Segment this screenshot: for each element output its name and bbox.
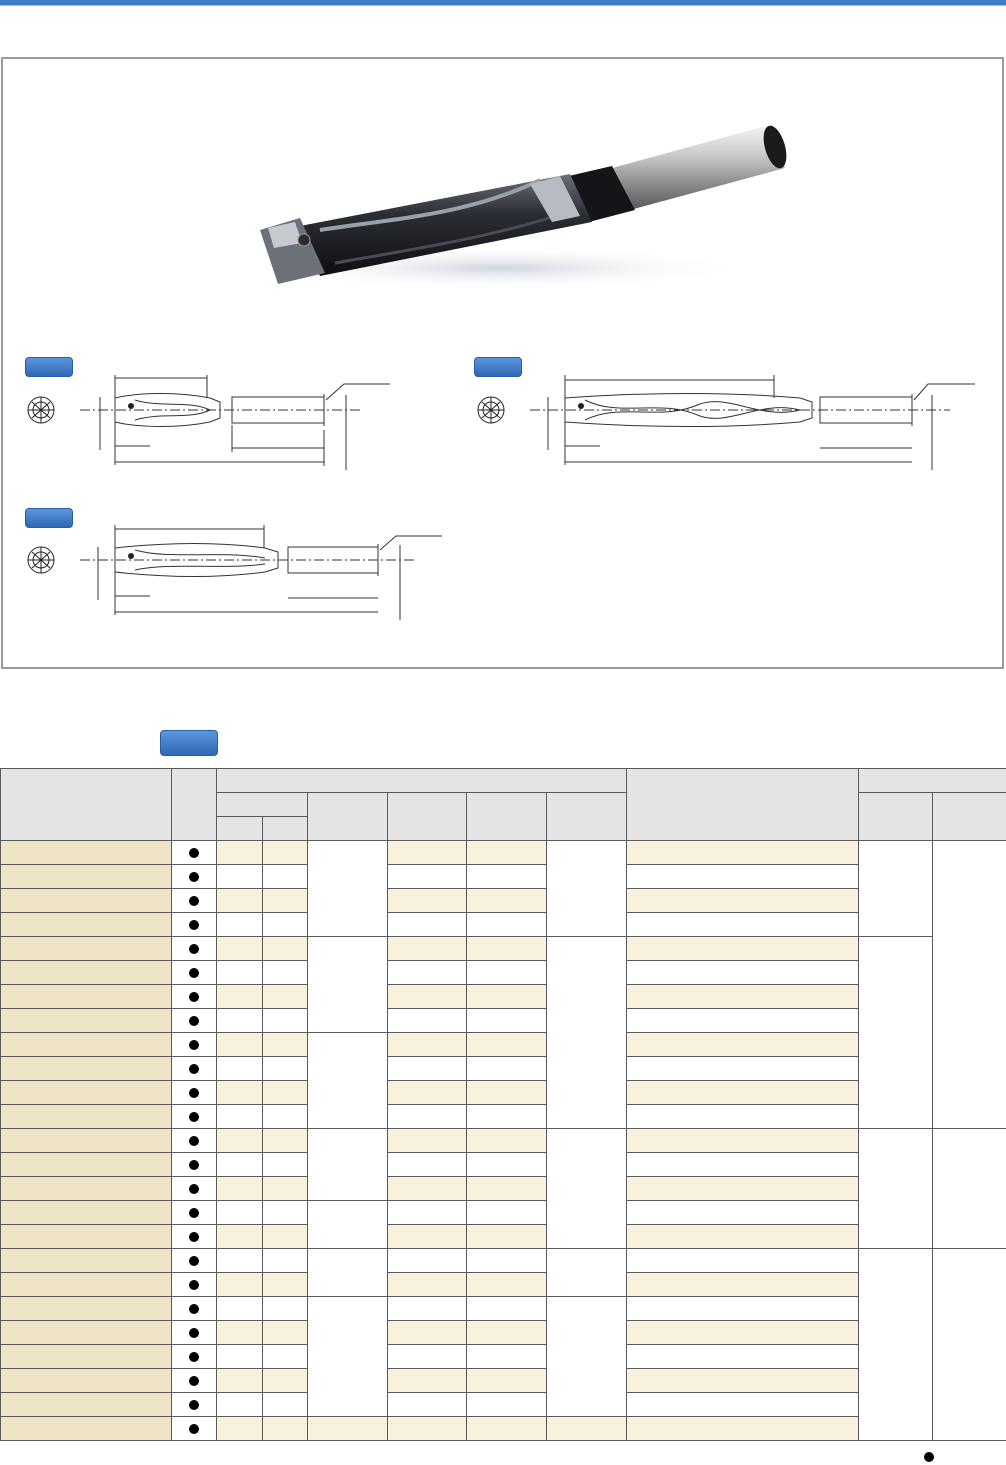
data-cell	[263, 1297, 308, 1321]
merged-cell	[933, 841, 1006, 1129]
data-cell	[467, 1273, 547, 1297]
insert-cell	[627, 1249, 859, 1273]
insert-cell	[627, 1369, 859, 1393]
stock-cell	[172, 1153, 217, 1177]
header-cell	[217, 817, 263, 841]
merged-cell	[933, 1249, 1006, 1441]
header-cell	[933, 793, 1006, 841]
header-cell	[308, 793, 388, 841]
table-row	[1, 1009, 1006, 1033]
data-cell	[467, 841, 547, 865]
table-badge	[160, 730, 218, 756]
merged-cell	[547, 1249, 627, 1297]
filled-circle-icon	[189, 920, 199, 930]
model-cell	[1, 1249, 172, 1273]
insert-cell	[627, 865, 859, 889]
data-cell	[467, 1153, 547, 1177]
stock-cell	[172, 961, 217, 985]
insert-cell	[627, 1057, 859, 1081]
data-cell	[467, 1201, 547, 1225]
data-cell	[217, 889, 263, 913]
table-row	[1, 1417, 1006, 1441]
model-cell	[1, 1393, 172, 1417]
table-row	[1, 985, 1006, 1009]
data-cell	[308, 1417, 388, 1441]
drill-product-photo	[240, 118, 790, 298]
stock-cell	[172, 865, 217, 889]
model-cell	[1, 889, 172, 913]
data-cell	[467, 1009, 547, 1033]
data-cell	[217, 985, 263, 1009]
insert-cell	[627, 1177, 859, 1201]
stock-cell	[172, 1201, 217, 1225]
insert-cell	[627, 1153, 859, 1177]
data-cell	[217, 1249, 263, 1273]
model-cell	[1, 937, 172, 961]
insert-cell	[627, 913, 859, 937]
insert-cell	[627, 1345, 859, 1369]
filled-circle-icon	[189, 1328, 199, 1338]
table-row	[1, 1201, 1006, 1225]
model-cell	[1, 1201, 172, 1225]
data-cell	[467, 1249, 547, 1273]
filled-circle-icon	[189, 992, 199, 1002]
data-cell	[217, 961, 263, 985]
data-cell	[388, 1297, 467, 1321]
data-cell	[388, 1033, 467, 1057]
data-cell	[388, 1153, 467, 1177]
drill-end-view-icon	[28, 547, 54, 573]
filled-circle-icon	[189, 1232, 199, 1242]
merged-cell	[308, 1129, 388, 1201]
model-cell	[1, 1225, 172, 1249]
data-cell	[388, 841, 467, 865]
data-cell	[263, 961, 308, 985]
data-cell	[467, 1033, 547, 1057]
data-cell	[263, 913, 308, 937]
model-cell	[1, 865, 172, 889]
data-cell	[388, 1081, 467, 1105]
insert-cell	[627, 1033, 859, 1057]
data-cell	[263, 1129, 308, 1153]
table-row	[1, 865, 1006, 889]
data-cell	[263, 1033, 308, 1057]
filled-circle-icon	[189, 1400, 199, 1410]
insert-cell	[627, 1321, 859, 1345]
model-cell	[1, 1081, 172, 1105]
drill-diagram-long	[470, 370, 990, 475]
model-cell	[1, 1417, 172, 1441]
drill-end-view-icon	[478, 397, 504, 423]
header-cell	[388, 793, 467, 841]
data-cell	[388, 1177, 467, 1201]
header-cell	[217, 769, 627, 793]
data-cell	[217, 1297, 263, 1321]
merged-cell	[547, 1129, 627, 1249]
data-cell	[263, 1249, 308, 1273]
filled-circle-icon	[189, 1208, 199, 1218]
data-cell	[263, 841, 308, 865]
data-cell	[263, 1417, 308, 1441]
model-cell	[1, 985, 172, 1009]
insert-cell	[627, 1081, 859, 1105]
data-cell	[388, 961, 467, 985]
data-cell	[388, 937, 467, 961]
drill-diagram-medium	[20, 520, 450, 625]
merged-cell	[308, 1249, 388, 1297]
data-cell	[467, 1345, 547, 1369]
data-cell	[467, 1081, 547, 1105]
stock-cell	[172, 1033, 217, 1057]
stock-cell	[172, 1009, 217, 1033]
model-cell	[1, 1057, 172, 1081]
filled-circle-icon	[189, 1424, 199, 1434]
table-row	[1, 1177, 1006, 1201]
data-cell	[467, 1105, 547, 1129]
filled-circle-icon	[189, 1136, 199, 1146]
merged-cell	[308, 1033, 388, 1129]
table-row	[1, 1153, 1006, 1177]
data-cell	[263, 1153, 308, 1177]
filled-circle-icon	[189, 1280, 199, 1290]
model-cell	[1, 1321, 172, 1345]
filled-circle-icon	[189, 872, 199, 882]
data-cell	[263, 1009, 308, 1033]
data-cell	[467, 1321, 547, 1345]
drill-end-view-icon	[28, 397, 54, 423]
data-cell	[217, 1129, 263, 1153]
data-cell	[263, 865, 308, 889]
data-cell	[388, 1129, 467, 1153]
insert-cell	[627, 1009, 859, 1033]
table-row	[1, 913, 1006, 937]
stock-cell	[172, 1393, 217, 1417]
data-cell	[263, 1393, 308, 1417]
data-cell	[263, 1273, 308, 1297]
data-cell	[467, 1129, 547, 1153]
data-cell	[388, 1201, 467, 1225]
data-cell	[217, 1321, 263, 1345]
data-cell	[263, 1369, 308, 1393]
stock-cell	[172, 1057, 217, 1081]
stock-cell	[172, 1273, 217, 1297]
data-cell	[217, 1417, 263, 1441]
data-cell	[217, 1153, 263, 1177]
merged-cell	[547, 937, 627, 1129]
model-cell	[1, 1297, 172, 1321]
filled-circle-icon	[189, 944, 199, 954]
filled-circle-icon	[189, 1112, 199, 1122]
data-cell	[263, 1057, 308, 1081]
header-cell	[859, 793, 933, 841]
merged-cell	[859, 841, 933, 937]
filled-circle-icon	[189, 1160, 199, 1170]
data-cell	[388, 985, 467, 1009]
merged-cell	[859, 1129, 933, 1249]
data-cell	[263, 1081, 308, 1105]
merged-cell	[547, 1297, 627, 1417]
table-row	[1, 1033, 1006, 1057]
header-cell	[217, 793, 308, 817]
stock-cell	[172, 985, 217, 1009]
data-cell	[263, 1201, 308, 1225]
data-cell	[388, 1393, 467, 1417]
data-cell	[547, 1417, 627, 1441]
data-cell	[388, 865, 467, 889]
stock-cell	[172, 1369, 217, 1393]
merged-cell	[547, 841, 627, 937]
stock-cell	[172, 1105, 217, 1129]
model-cell	[1, 1033, 172, 1057]
stock-cell	[172, 1321, 217, 1345]
data-cell	[263, 1105, 308, 1129]
header-cell	[1, 769, 172, 841]
data-cell	[217, 1225, 263, 1249]
stock-cell	[172, 1417, 217, 1441]
data-cell	[217, 865, 263, 889]
header-cell	[467, 793, 547, 841]
data-cell	[467, 1057, 547, 1081]
insert-cell	[627, 1393, 859, 1417]
model-cell	[1, 913, 172, 937]
stock-cell	[172, 1297, 217, 1321]
filled-circle-icon	[924, 1452, 934, 1462]
stock-cell	[172, 889, 217, 913]
data-cell	[217, 937, 263, 961]
table-row	[1, 1081, 1006, 1105]
data-cell	[388, 1105, 467, 1129]
data-cell	[388, 1009, 467, 1033]
data-cell	[467, 865, 547, 889]
table-row	[1, 1225, 1006, 1249]
merged-cell	[933, 1129, 1006, 1249]
data-cell	[388, 889, 467, 913]
data-cell	[217, 1201, 263, 1225]
table-row	[1, 937, 1006, 961]
data-cell	[467, 1225, 547, 1249]
filled-circle-icon	[189, 1304, 199, 1314]
data-cell	[263, 985, 308, 1009]
stock-cell	[172, 1249, 217, 1273]
data-cell	[388, 1057, 467, 1081]
table-row	[1, 1105, 1006, 1129]
data-cell	[467, 1369, 547, 1393]
header-cell	[172, 769, 217, 841]
filled-circle-icon	[189, 1376, 199, 1386]
filled-circle-icon	[189, 1016, 199, 1026]
header-cell	[547, 793, 627, 841]
merged-cell	[308, 1201, 388, 1249]
data-cell	[388, 1369, 467, 1393]
table-row	[1, 1249, 1006, 1273]
merged-cell	[308, 1297, 388, 1417]
model-cell	[1, 1369, 172, 1393]
stock-cell	[172, 841, 217, 865]
data-cell	[388, 1321, 467, 1345]
filled-circle-icon	[189, 848, 199, 858]
data-cell	[217, 1009, 263, 1033]
insert-cell	[627, 961, 859, 985]
data-cell	[388, 1249, 467, 1273]
filled-circle-icon	[189, 1352, 199, 1362]
data-cell	[217, 1081, 263, 1105]
table-row	[1, 1057, 1006, 1081]
insert-cell	[627, 889, 859, 913]
table-row	[1, 1297, 1006, 1321]
data-cell	[217, 1105, 263, 1129]
table-row	[1, 961, 1006, 985]
model-cell	[1, 1177, 172, 1201]
stock-cell	[172, 1345, 217, 1369]
data-cell	[388, 913, 467, 937]
data-cell	[263, 1345, 308, 1369]
data-cell	[217, 1057, 263, 1081]
data-cell	[388, 1273, 467, 1297]
table-row	[1, 1321, 1006, 1345]
model-cell	[1, 1345, 172, 1369]
filled-circle-icon	[189, 1088, 199, 1098]
table-row	[1, 1345, 1006, 1369]
insert-cell	[627, 841, 859, 865]
data-cell	[467, 1297, 547, 1321]
data-cell	[217, 841, 263, 865]
stock-cell	[172, 1177, 217, 1201]
data-cell	[467, 1177, 547, 1201]
stock-cell	[172, 937, 217, 961]
model-cell	[1, 1273, 172, 1297]
insert-cell	[627, 1417, 859, 1441]
merged-cell	[859, 1249, 933, 1441]
table-row	[1, 1273, 1006, 1297]
data-cell	[467, 985, 547, 1009]
insert-cell	[627, 1201, 859, 1225]
merged-cell	[308, 841, 388, 937]
data-cell	[217, 913, 263, 937]
filled-circle-icon	[189, 1184, 199, 1194]
insert-cell	[627, 1297, 859, 1321]
filled-circle-icon	[189, 1256, 199, 1266]
data-cell	[263, 1177, 308, 1201]
table-row	[1, 1393, 1006, 1417]
data-cell	[263, 1225, 308, 1249]
model-cell	[1, 1153, 172, 1177]
model-cell	[1, 1129, 172, 1153]
model-cell	[1, 961, 172, 985]
data-cell	[388, 1417, 467, 1441]
data-cell	[467, 1417, 547, 1441]
top-accent-rule	[0, 5, 1006, 6]
data-cell	[467, 889, 547, 913]
data-cell	[263, 937, 308, 961]
drill-diagram-short	[20, 370, 420, 475]
data-cell	[217, 1273, 263, 1297]
data-cell	[217, 1345, 263, 1369]
filled-circle-icon	[189, 896, 199, 906]
insert-cell	[627, 1129, 859, 1153]
model-cell	[1, 1009, 172, 1033]
model-cell	[1, 841, 172, 865]
filled-circle-icon	[189, 1040, 199, 1050]
data-cell	[217, 1033, 263, 1057]
table-row	[1, 1129, 1006, 1153]
data-cell	[217, 1177, 263, 1201]
data-cell	[467, 961, 547, 985]
stock-cell	[172, 1081, 217, 1105]
table-row	[1, 889, 1006, 913]
table-row	[1, 841, 1006, 865]
insert-cell	[627, 1225, 859, 1249]
data-cell	[467, 1393, 547, 1417]
data-cell	[217, 1369, 263, 1393]
data-cell	[217, 1393, 263, 1417]
spec-table	[0, 768, 1006, 1441]
model-cell	[1, 1105, 172, 1129]
header-cell	[859, 769, 1006, 793]
data-cell	[467, 937, 547, 961]
insert-cell	[627, 1273, 859, 1297]
header-cell	[263, 817, 308, 841]
insert-cell	[627, 985, 859, 1009]
data-cell	[263, 1321, 308, 1345]
data-cell	[388, 1345, 467, 1369]
insert-cell	[627, 937, 859, 961]
insert-cell	[627, 1105, 859, 1129]
data-cell	[388, 1225, 467, 1249]
table-row	[1, 1369, 1006, 1393]
filled-circle-icon	[189, 968, 199, 978]
stock-cell	[172, 1129, 217, 1153]
merged-cell	[308, 937, 388, 1033]
stock-cell	[172, 1225, 217, 1249]
stock-cell	[172, 913, 217, 937]
data-cell	[467, 913, 547, 937]
merged-cell	[859, 937, 933, 1129]
filled-circle-icon	[189, 1064, 199, 1074]
header-cell	[627, 769, 859, 841]
data-cell	[263, 889, 308, 913]
